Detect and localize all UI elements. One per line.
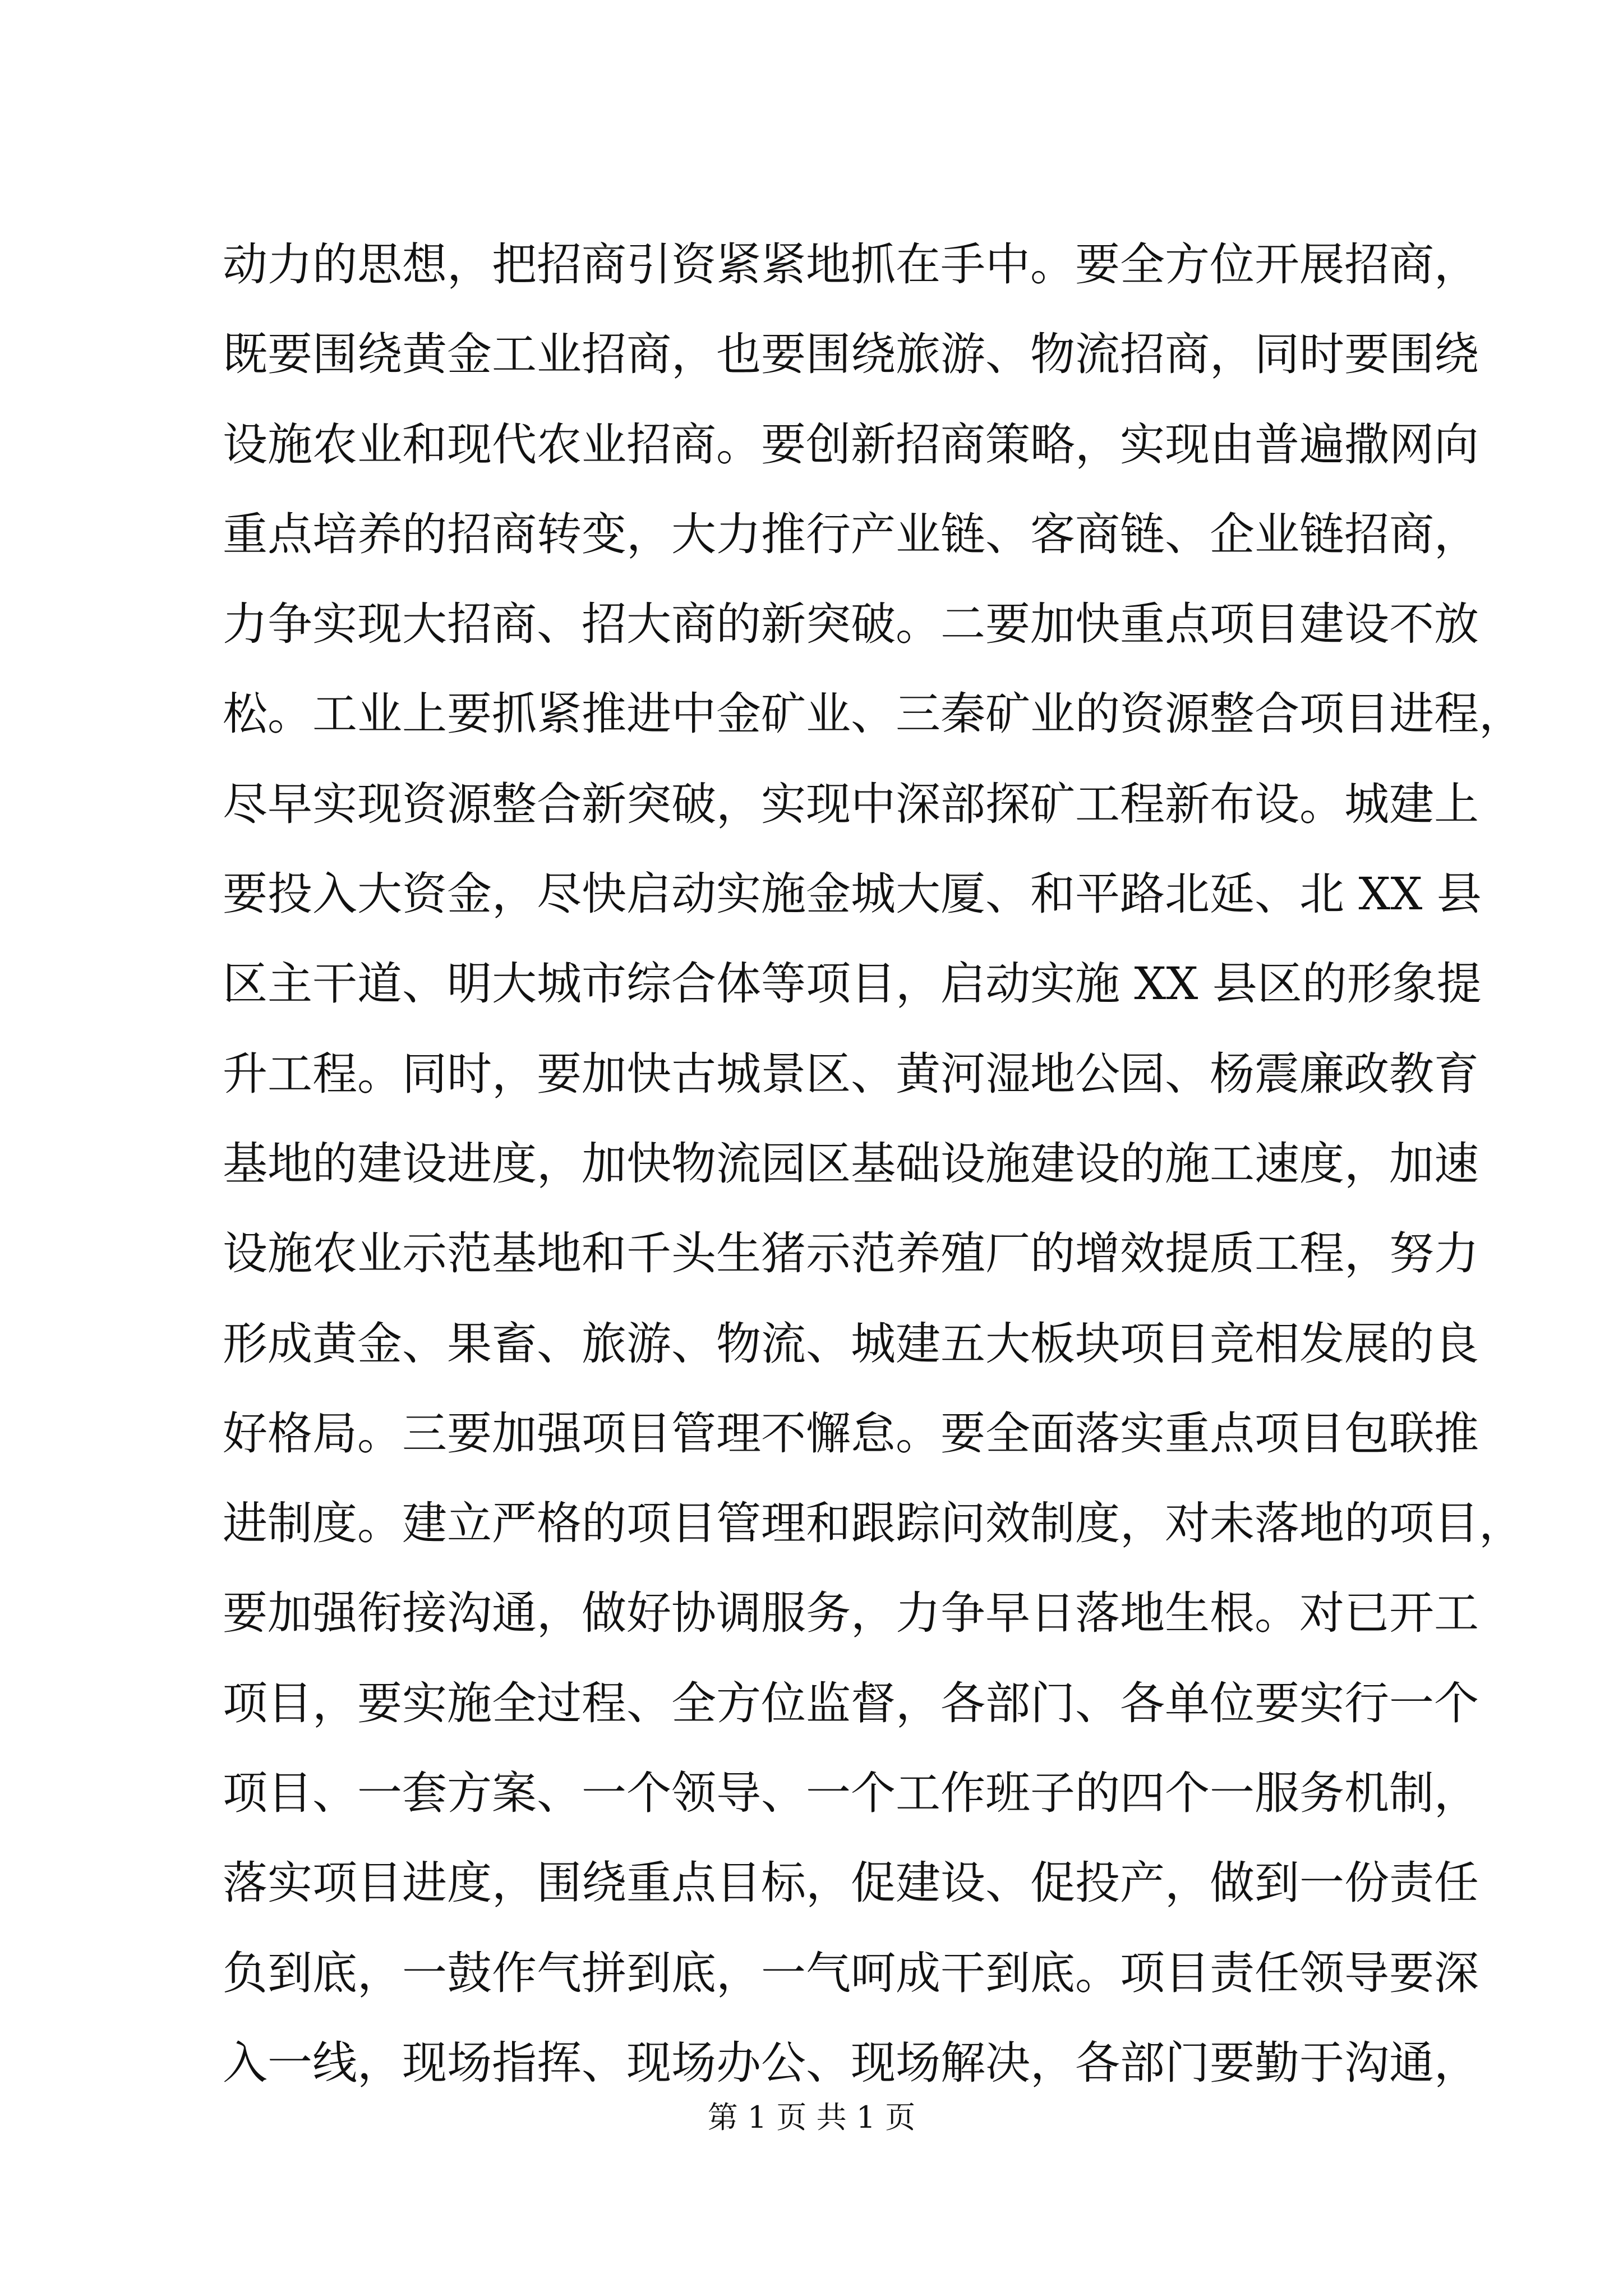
text-line: 力争实现大招商、招大商的新突破。二要加快重点项目建设不放 — [223, 598, 1479, 651]
body-text — [223, 220, 1524, 2108]
text-line: 项目，要实施全过程、全方位监督，各部门、各单位要实行一个 — [223, 1677, 1479, 1729]
text-line: 入一线，现场指挥、现场办公、现场解决，各部门要勤于沟通， — [223, 2036, 1479, 2089]
text-line: 进制度。建立严格的项目管理和跟踪问效制度，对未落地的项目， — [223, 1497, 1524, 1550]
text-line: 尽早实现资源整合新突破，实现中深部探矿工程新布设。城建上 — [223, 777, 1479, 830]
page-footer: 第 1 页 共 1 页 — [707, 2100, 916, 2135]
text-line: 项目、一套方案、一个领导、一个工作班子的四个一服务机制， — [223, 1767, 1479, 1820]
text-line: 好格局。三要加强项目管理不懈怠。要全面落实重点项目包联推 — [223, 1407, 1479, 1460]
text-line: 重点培养的招商转变，大力推行产业链、客商链、企业链招商， — [223, 508, 1479, 560]
text-line: 设施农业示范基地和千头生猪示范养殖厂的增效提质工程，努力 — [223, 1227, 1479, 1280]
text-line: 动力的思想，把招商引资紧紧地抓在手中。要全方位开展招商， — [223, 238, 1479, 291]
text-line: 既要围绕黄金工业招商，也要围绕旅游、物流招商，同时要围绕 — [223, 328, 1479, 381]
text-line: 负到底，一鼓作气拼到底，一气呵成干到底。项目责任领导要深 — [223, 1947, 1479, 1999]
text-line: 升工程。同时，要加快古城景区、黄河湿地公园、杨震廉政教育 — [223, 1047, 1479, 1100]
text-line: 设施农业和现代农业招商。要创新招商策略，实现由普遍撒网向 — [223, 418, 1479, 471]
text-line: 落实项目进度，围绕重点目标，促建设、促投产，做到一份责任 — [223, 1857, 1479, 1910]
text-line: 区主干道、明大城市综合体等项目，启动实施 XX 县区的形象提 — [223, 958, 1482, 1010]
text-line: 要加强衔接沟通，做好协调服务，力争早日落地生根。对已开工 — [223, 1587, 1479, 1640]
text-line: 形成黄金、果畜、旅游、物流、城建五大板块项目竞相发展的良 — [223, 1317, 1479, 1370]
text-line: 基地的建设进度，加快物流园区基础设施建设的施工速度，加速 — [223, 1137, 1479, 1190]
text-line: 要投入大资金，尽快启动实施金城大厦、和平路北延、北 XX 县 — [223, 868, 1482, 921]
text-line: 松。工业上要抓紧推进中金矿业、三秦矿业的资源整合项目进程， — [223, 688, 1524, 740]
